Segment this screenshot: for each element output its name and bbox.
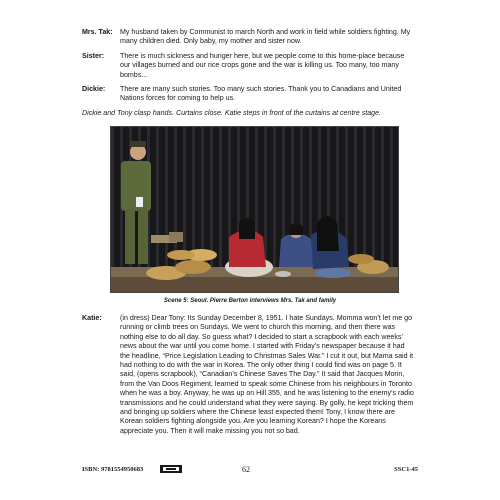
dialogue-line bbox=[82, 52, 414, 80]
dialogue-line bbox=[82, 85, 414, 104]
dialogue-block bbox=[82, 28, 414, 124]
dialogue-line bbox=[82, 314, 414, 436]
speaker-name: Dickie: bbox=[82, 85, 106, 94]
photo-caption: Scene 5: Seoul. Pierre Berton interviews Mrs. Tak and family bbox=[163, 298, 337, 304]
dialogue-text: There is much sickness and hunger here, but we people come to this home-place because our villages burned and our rice crops gone and the war is killing us. Too many, too many bombs... bbox=[120, 51, 405, 79]
dialogue-text: My husband taken by Communist to march North and work in field while soldiers fighting. My many children died. Only baby, my mother and sister now. bbox=[120, 28, 411, 46]
product-code: SSC1-45 bbox=[394, 466, 418, 473]
dialogue-text: (in dress) Dear Tony: Its Sunday December 8, 1951. I hate Sundays. Momma won’t let me go running or climb trees on Sundays. We went to church this morning, and then there was nothing else to do all day. So guess what? I decided to start a scrapbook with each weeks’ news about the war until you come home. I started with Friday’s newspaper because it had the headline, “Price Legislation Leading to Christmas Sales War.” I cut it out, but Mama said it had nothing to do with the war in Korea. The only other thing I could find was on page 5. It said, (opens scrapbook), “Canadian’s Chinese Saves The Day.” It said that Jacques Morin, from the Van Doos Regiment, learned to speak some Chinese from his neighbours in Toronto when he was a boy. Anyway, he was up on Hill 355, and he was listening to the enemy’s radio transmissions and he could understand what they were saying. By golly, he kept tricking them and bringing up soldiers where the Chinese least expected them! Tony, I know there are Korean soldiers fighting alongside you. Are you learning Korean? I hope the Koreans appreciate you. Then it will make missing you not so bad. bbox=[120, 314, 414, 435]
scene-photo-drawing bbox=[111, 127, 398, 292]
publisher-logo-icon bbox=[160, 464, 182, 474]
stage-direction: Dickie and Tony clasp hands. Curtains close. Katie steps in front of the curtains at centre stage. bbox=[82, 108, 382, 117]
dialogue-line bbox=[82, 28, 414, 47]
katie-monologue bbox=[82, 314, 414, 441]
speaker-name: Katie: bbox=[82, 314, 102, 322]
isbn-text: ISBN: 9781554950683 bbox=[82, 466, 144, 473]
dialogue-text: There are many such stories. Too many such stories. Thank you to Canadians and United Nations forces for coming to help us. bbox=[120, 85, 402, 103]
speaker-name: Mrs. Tak: bbox=[82, 28, 113, 36]
scene-photo bbox=[110, 126, 399, 293]
speaker-name: Sister: bbox=[82, 51, 105, 60]
page-number: 62 bbox=[242, 465, 250, 474]
page-footer bbox=[82, 466, 418, 478]
